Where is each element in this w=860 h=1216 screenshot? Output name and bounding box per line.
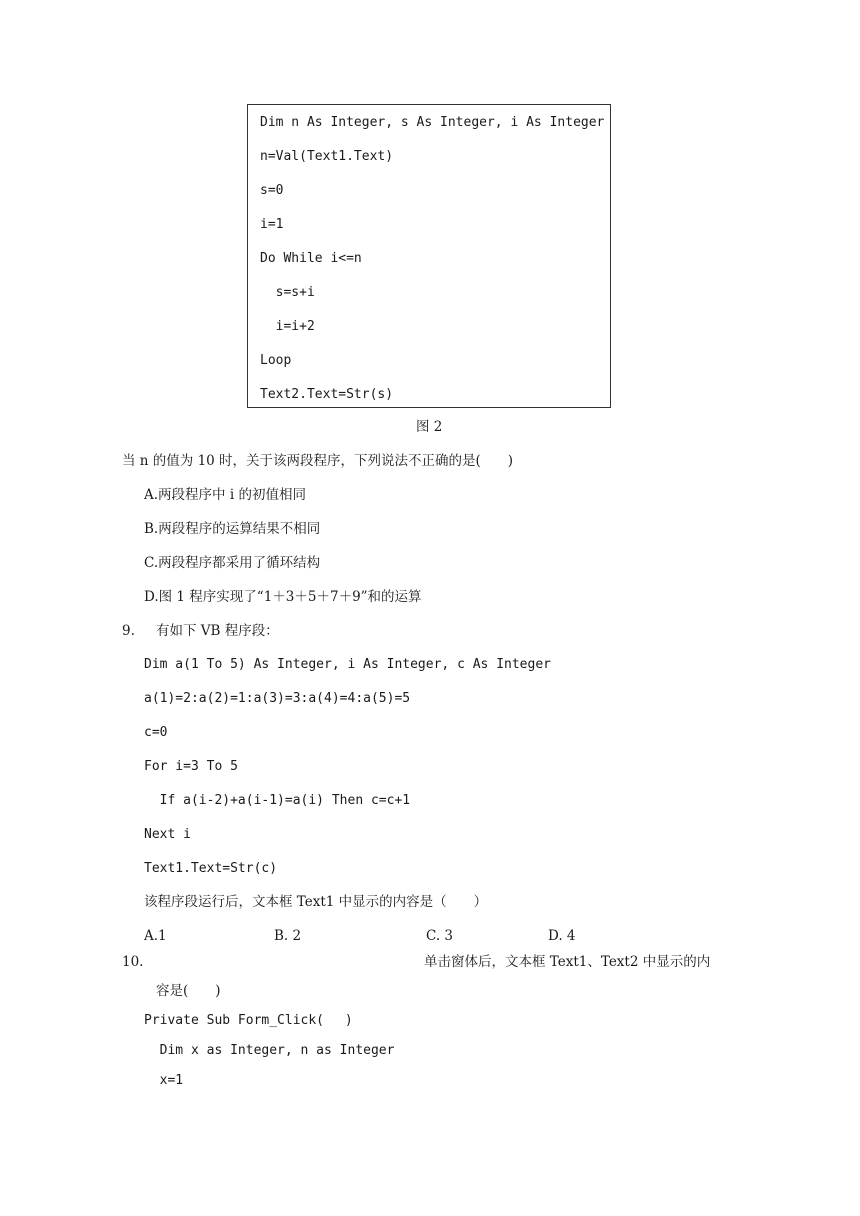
code-line: For i=3 To 5 (144, 759, 238, 774)
question-10-stem-line-2: 容是( ) (156, 983, 221, 999)
code-line: If a(i-2)+a(i-1)=a(i) Then c=c+1 (144, 793, 411, 808)
question-10-number: 10. (122, 954, 144, 970)
code-line: x=1 (144, 1073, 184, 1088)
question-8-option-d: D.图 1 程序实现了“1＋3＋5＋7＋9”和的运算 (144, 589, 422, 605)
code-line: a(1)=2:a(2)=1:a(3)=3:a(4)=4:a(5)=5 (144, 691, 411, 706)
question-9-stem: 有如下 VB 程序段： (156, 623, 279, 639)
question-9-option-b: B. 2 (274, 928, 302, 944)
figure-caption: 图 2 (416, 419, 443, 435)
question-9-question: 该程序段运行后，文本框 Text1 中显示的内容是（ ） (144, 894, 488, 910)
code-line: Text1.Text=Str(c) (144, 861, 278, 876)
question-9-option-c: C. 3 (426, 928, 454, 944)
code-line: Text2.Text=Str(s) (260, 387, 394, 402)
question-9-option-a: A.1 (144, 928, 167, 944)
code-line: Private Sub Form_Click( ) (144, 1013, 353, 1028)
code-line: c=0 (144, 725, 168, 740)
code-line: s=s+i (260, 285, 315, 300)
code-line: s=0 (260, 183, 284, 198)
code-line: n=Val(Text1.Text) (260, 149, 394, 164)
question-10-stem-line-1: 单击窗体后，文本框 Text1、Text2 中显示的内 (424, 954, 711, 970)
code-line: Next i (144, 827, 191, 842)
code-line: i=1 (260, 217, 284, 232)
code-line: Do While i<=n (260, 251, 362, 266)
code-line: Loop (260, 353, 292, 368)
question-9-number: 9. (122, 623, 135, 639)
question-8-option-c: C.两段程序都采用了循环结构 (144, 555, 321, 571)
figure-2-code-box (247, 104, 611, 408)
code-line: i=i+2 (260, 319, 315, 334)
code-line: Dim a(1 To 5) As Integer, i As Integer, c As Integer (144, 657, 551, 672)
question-8-stem: 当 n 的值为 10 时，关于该两段程序，下列说法不正确的是( ) (122, 453, 514, 469)
question-8-option-b: B.两段程序的运算结果不相同 (144, 521, 321, 537)
question-9-option-d: D. 4 (548, 928, 576, 944)
question-8-option-a: A.两段程序中 i 的初值相同 (144, 487, 306, 503)
code-line: Dim n As Integer, s As Integer, i As Integer (260, 115, 605, 130)
code-line: Dim x as Integer, n as Integer (144, 1043, 395, 1058)
